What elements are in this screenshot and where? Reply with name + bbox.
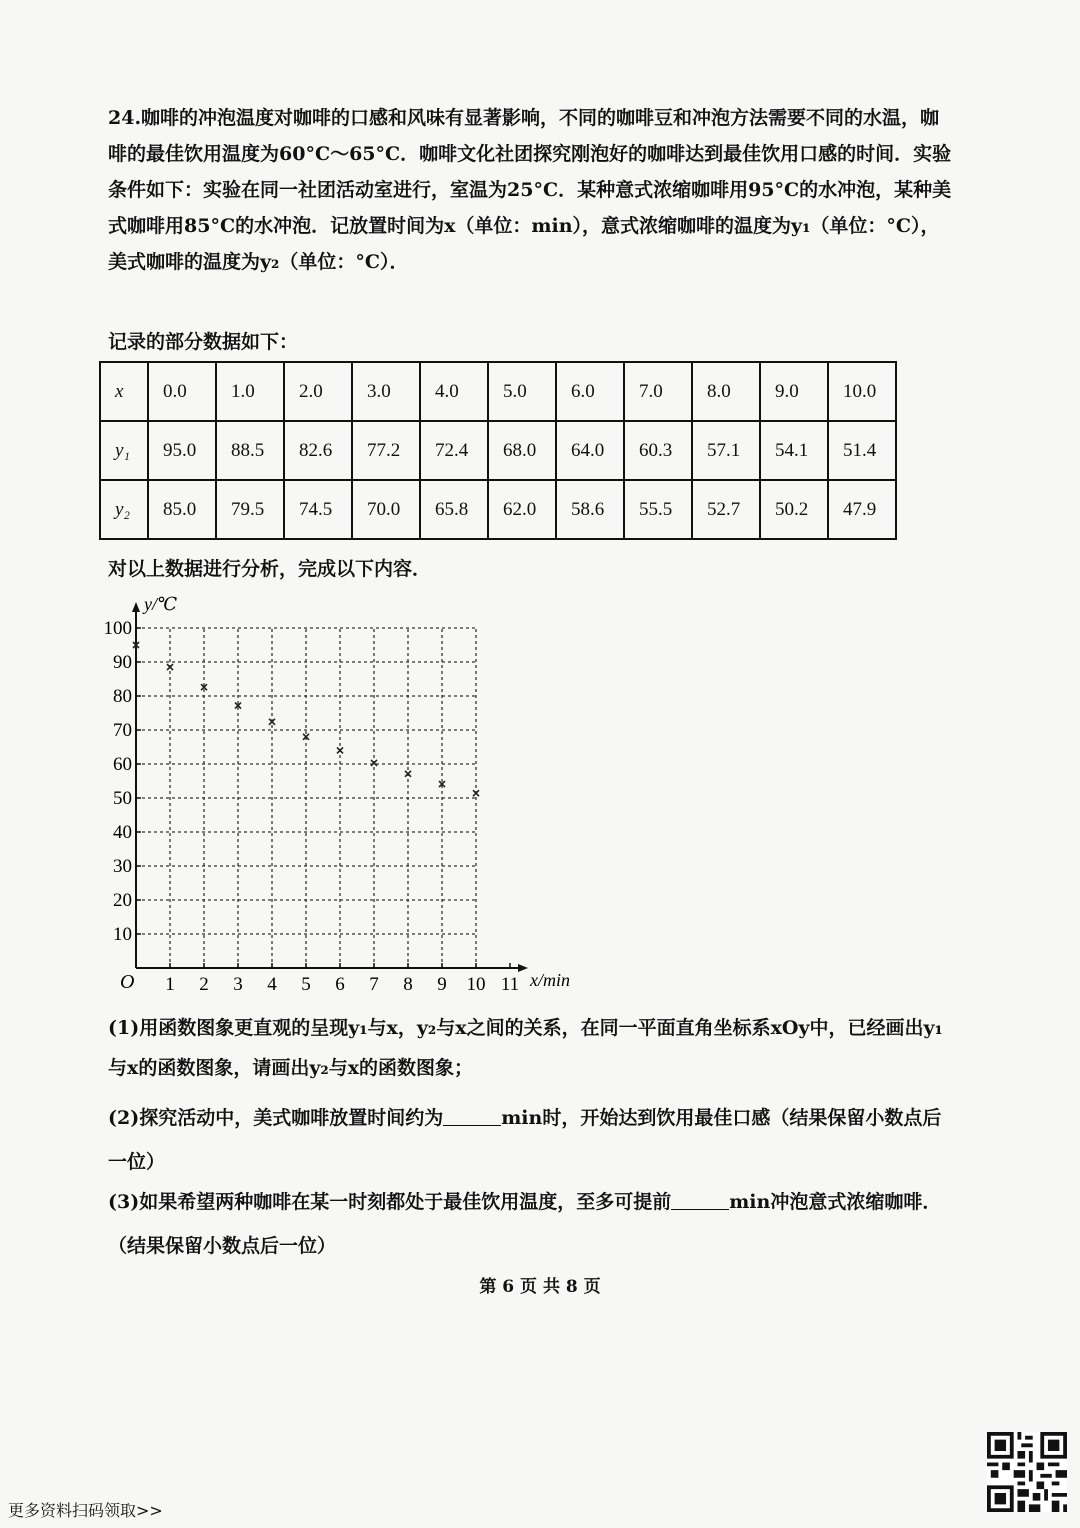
row-header: x: [100, 362, 148, 421]
y-tick-label: 20: [113, 890, 132, 911]
question-3-part-a: (3)如果希望两种咖啡在某一时刻都处于最佳饮用温度，至多可提前: [108, 1191, 672, 1213]
page-footer: 第 6 页 共 8 页: [479, 1277, 601, 1297]
x-tick-label: 8: [403, 974, 413, 995]
table-cell: 74.5: [284, 480, 352, 539]
y-tick-label: 60: [113, 754, 132, 775]
table-cell: 62.0: [488, 480, 556, 539]
chart-axes: [132, 602, 528, 972]
y-axis-label: y/℃: [144, 594, 178, 614]
table-cell: 1.0: [216, 362, 284, 421]
x-tick-label: 2: [199, 974, 209, 995]
data-point-y1: [337, 747, 343, 753]
table-cell: 9.0: [760, 362, 828, 421]
coordinate-chart: [104, 594, 604, 998]
y-tick-label: 100: [104, 618, 132, 639]
table-cell: 50.2: [760, 480, 828, 539]
analysis-intro: 对以上数据进行分析，完成以下内容．: [108, 558, 432, 580]
table-cell: 55.5: [624, 480, 692, 539]
table-cell: 72.4: [420, 421, 488, 480]
table-cell: 60.3: [624, 421, 692, 480]
table-cell: 54.1: [760, 421, 828, 480]
table-cell: 2.0: [284, 362, 352, 421]
problem-intro: 24.咖啡的冲泡温度对咖啡的口感和风味有显著影响，不同的咖啡豆和冲泡方法需要不同的水温，咖啡的最佳饮用温度为60°C～65°C．咖啡文化社团探究刚泡好的咖啡达到最佳饮用口感的时间．实验条件如下：实验在同一社团活动室进行，室温为25°C．某种意式浓缩咖啡用95°C的水冲泡，某种美式咖啡用85°C的水冲泡．记放置时间为x（单位：min），意式浓缩咖啡的温度为y₁（单位：°C），美式咖啡的温度为y₂（单位：°C）．: [108, 107, 952, 273]
origin-label: O: [120, 971, 135, 993]
y-axis-arrow: [132, 602, 140, 612]
table-intro: 记录的部分数据如下：: [108, 331, 299, 353]
x-tick-label: 6: [335, 974, 345, 995]
y-tick-label: 10: [113, 924, 132, 945]
more-resources-banner[interactable]: 更多资料扫码领取>>: [8, 1501, 163, 1520]
y-tick-label: 70: [113, 720, 132, 741]
table-cell: 77.2: [352, 421, 420, 480]
table-cell: 3.0: [352, 362, 420, 421]
qr-code-icon[interactable]: [987, 1432, 1067, 1512]
table-cell: 0.0: [148, 362, 216, 421]
x-tick-label: 10: [466, 974, 486, 995]
data-point-y1: [371, 760, 377, 766]
y-tick-label: 40: [113, 822, 132, 843]
table-cell: 7.0: [624, 362, 692, 421]
x-tick-label: 1: [165, 974, 175, 995]
table-cell: 57.1: [692, 421, 760, 480]
table-row-x: [100, 362, 896, 421]
table-row-y1: [100, 421, 896, 480]
y-tick-label: 90: [113, 652, 132, 673]
answer-blank-3[interactable]: [671, 1189, 729, 1210]
table-cell: 82.6: [284, 421, 352, 480]
table-row-y2: [100, 480, 896, 539]
x-tick-label: 5: [301, 974, 311, 995]
table-cell: 4.0: [420, 362, 488, 421]
table-cell: 70.0: [352, 480, 420, 539]
table-cell: 88.5: [216, 421, 284, 480]
y-tick-label: 50: [113, 788, 132, 809]
question-2-part-b: min时，开始达到饮用最佳口感（结果保留小数点后一位）: [108, 1107, 942, 1173]
table-cell: 52.7: [692, 480, 760, 539]
row-header: y₁: [100, 421, 148, 480]
table-cell: 5.0: [488, 362, 556, 421]
x-axis-label: x/min: [530, 970, 570, 990]
question-2: [108, 1096, 958, 1184]
table-cell: 6.0: [556, 362, 624, 421]
x-tick-label: 7: [369, 974, 379, 995]
table-cell: 65.8: [420, 480, 488, 539]
table-cell: 10.0: [828, 362, 896, 421]
table-cell: 47.9: [828, 480, 896, 539]
x-tick-label: 3: [233, 974, 243, 995]
question-3-part-b: min冲泡意式浓缩咖啡．（结果保留小数点后一位）: [108, 1191, 942, 1257]
x-tick-label: 4: [267, 974, 277, 995]
table-cell: 68.0: [488, 421, 556, 480]
table-cell: 64.0: [556, 421, 624, 480]
data-table: [99, 361, 897, 540]
y-tick-label: 80: [113, 686, 132, 707]
question-1: (1)用函数图象更直观的呈现y₁与x，y₂与x之间的关系，在同一平面直角坐标系xOy中，已经画出y₁与x的函数图象，请画出y₂与x的函数图象；: [108, 1017, 943, 1079]
row-header: y₂: [100, 480, 148, 539]
x-axis-arrow: [518, 964, 528, 972]
x-tick-label: 11: [500, 974, 520, 995]
table-cell: 58.6: [556, 480, 624, 539]
x-tick-label: 9: [437, 974, 447, 995]
question-3: [108, 1180, 958, 1268]
table-cell: 95.0: [148, 421, 216, 480]
chart-grid: [136, 628, 476, 968]
table-cell: 85.0: [148, 480, 216, 539]
table-cell: 79.5: [216, 480, 284, 539]
table-cell: 51.4: [828, 421, 896, 480]
table-cell: 8.0: [692, 362, 760, 421]
chart-ticks: [104, 618, 519, 995]
question-2-part-a: (2)探究活动中，美式咖啡放置时间约为: [108, 1107, 444, 1129]
answer-blank-2[interactable]: [443, 1105, 501, 1126]
y-tick-label: 30: [113, 856, 132, 877]
